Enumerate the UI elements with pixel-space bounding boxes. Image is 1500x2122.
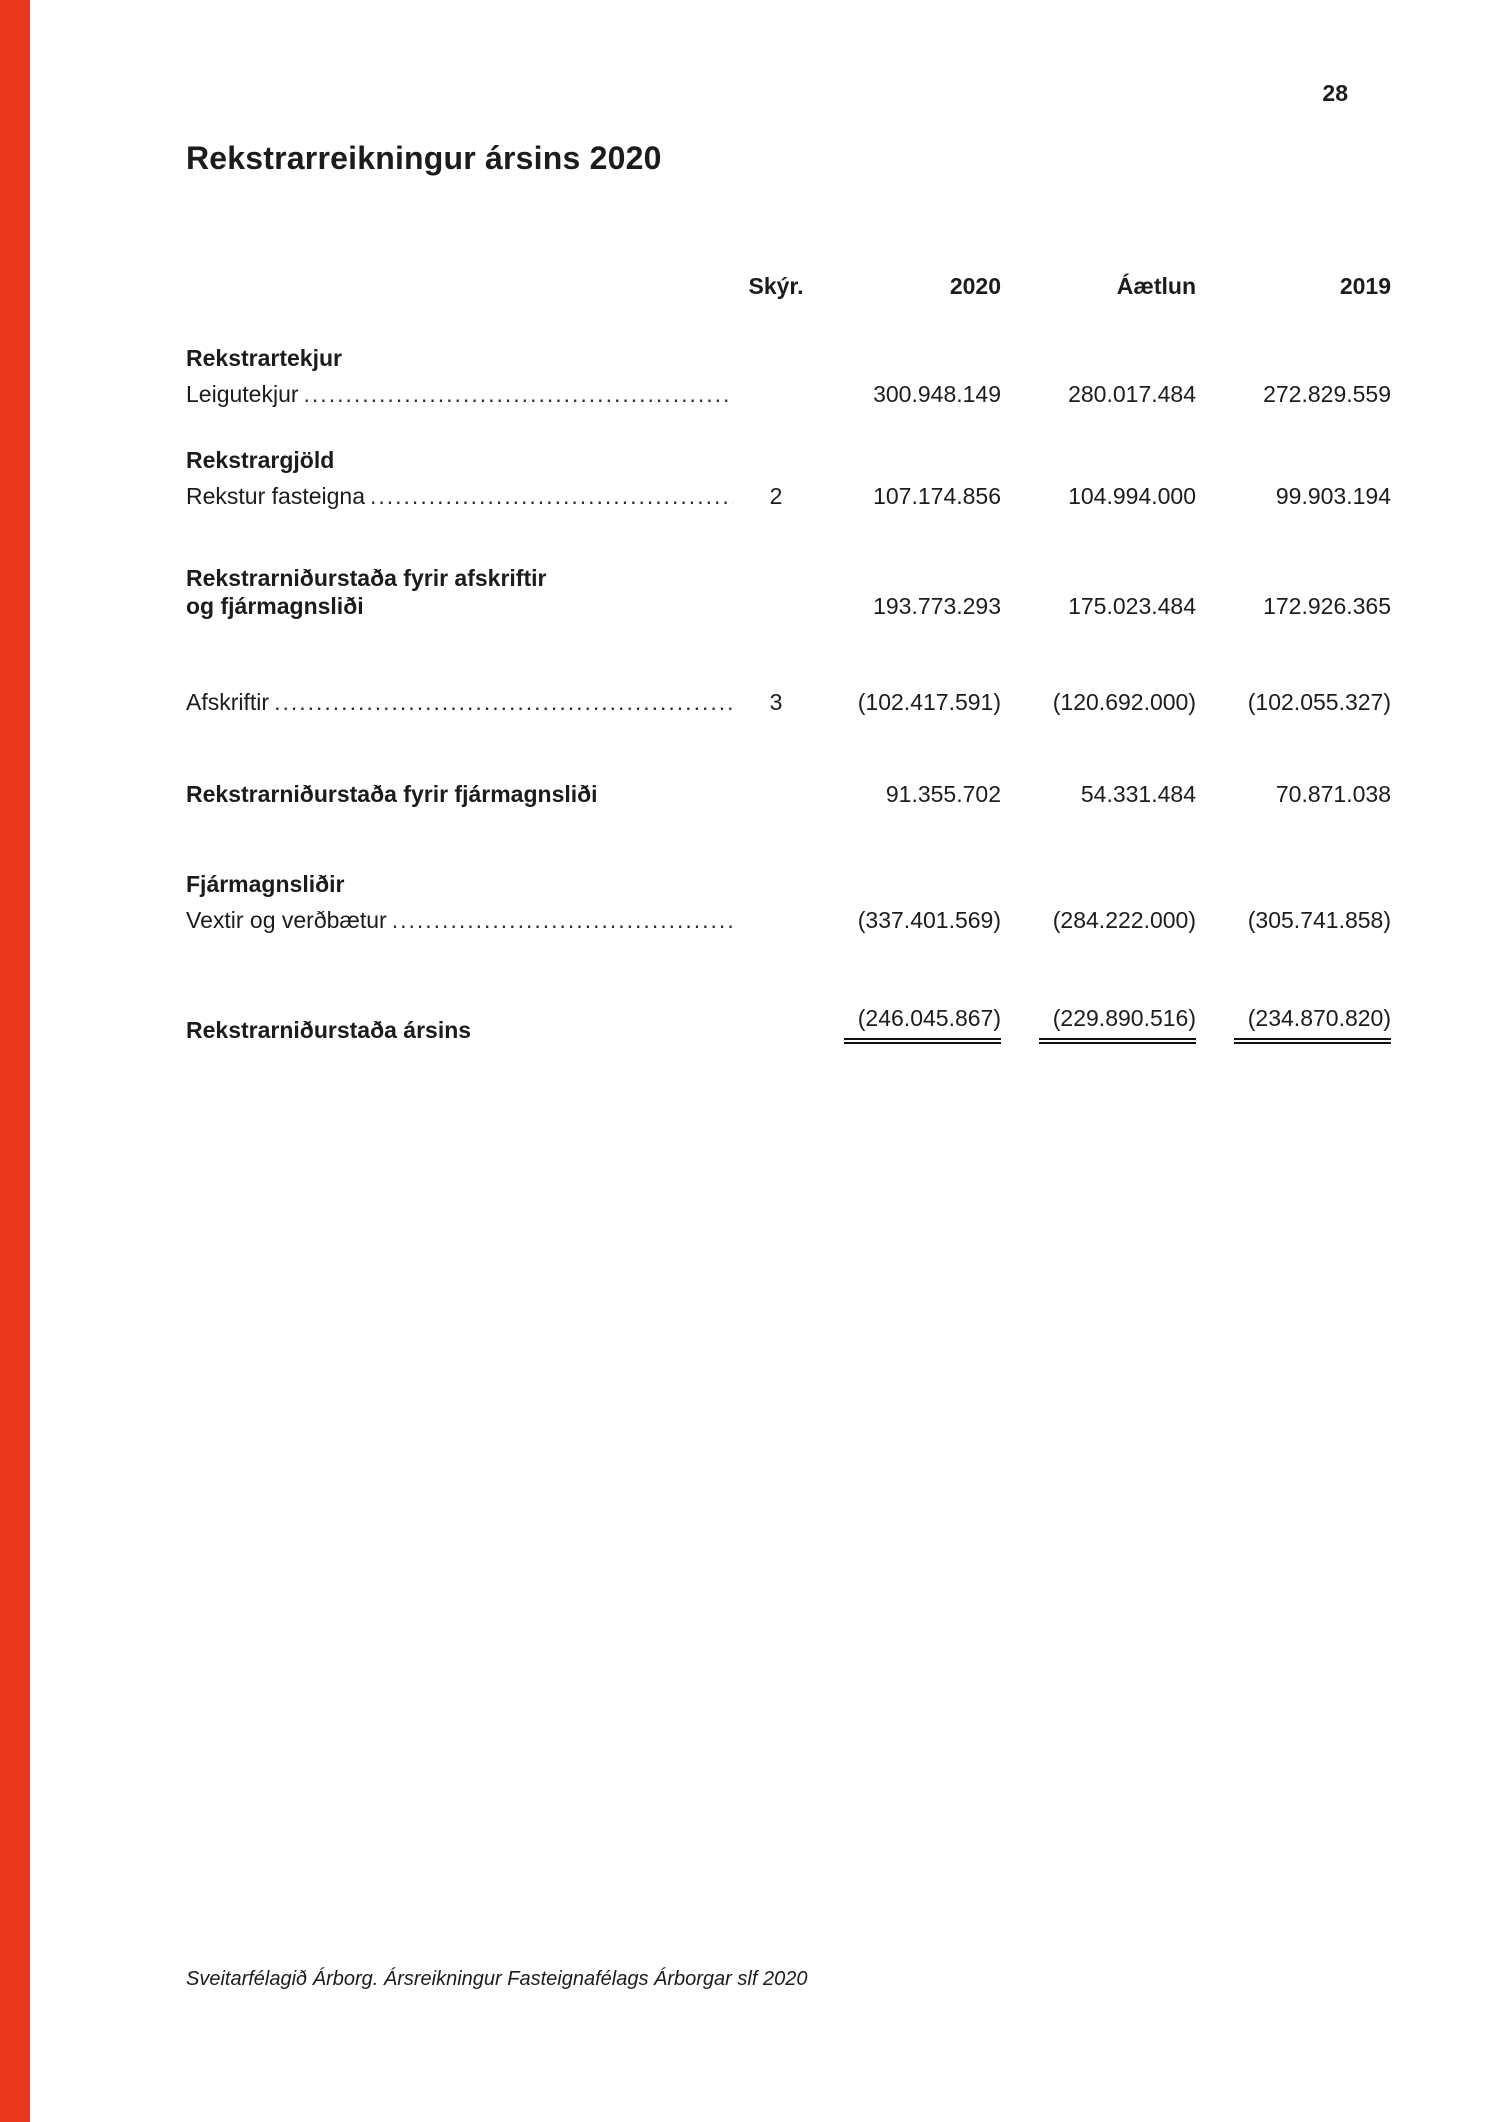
col-header-aetlun: Áætlun (1116, 273, 1196, 299)
amount-2019: (305.741.858) (1247, 907, 1391, 933)
table-row-vextir (186, 906, 1391, 934)
amount-2020: 193.773.293 (873, 593, 1001, 619)
total-label: Rekstrarniðurstaða fyrir fjármagnsliði (186, 781, 598, 807)
amount-aetlun: (284.222.000) (1052, 907, 1196, 933)
dot-leader (274, 688, 733, 716)
row-label: Afskriftir (186, 689, 270, 715)
footer-text: Sveitarfélagið Árborg. Ársreikningur Fasteignafélags Árborgar slf 2020 (186, 1968, 808, 1990)
dot-leader (304, 380, 733, 408)
amount-2020: 91.355.702 (885, 781, 1001, 807)
row-label: Vextir og verðbætur (186, 907, 387, 933)
amount-2019: 70.871.038 (1275, 781, 1391, 807)
dot-leader (392, 906, 733, 934)
section-label: Rekstrartekjur (186, 345, 342, 371)
amount-2019: (234.870.820) (1234, 1004, 1391, 1044)
row-label: Rekstur fasteigna (186, 483, 365, 509)
table-row-nidurstada-fyrir-fjarmagnslidi (186, 780, 1391, 808)
amount-2020: (246.045.867) (844, 1004, 1001, 1044)
document-title: Rekstrarreikningur ársins 2020 (186, 140, 662, 176)
dot-leader (370, 482, 733, 510)
amount-aetlun: 104.994.000 (1068, 483, 1196, 509)
note-ref: 2 (769, 483, 783, 509)
table-row-nidurstada-fyrir-afskriftir (186, 564, 1391, 620)
section-label: Rekstrargjöld (186, 447, 335, 473)
table-row-afskriftir (186, 688, 1391, 716)
amount-aetlun: (229.890.516) (1039, 1004, 1196, 1044)
amount-2019: 272.829.559 (1263, 381, 1391, 407)
amount-aetlun: 175.023.484 (1068, 593, 1196, 619)
amount-2020: 300.948.149 (873, 381, 1001, 407)
col-header-2020: 2020 (949, 273, 1001, 299)
table-row-leigutekjur (186, 380, 1391, 408)
amount-2019: 99.903.194 (1275, 483, 1391, 509)
amount-aetlun: (120.692.000) (1052, 689, 1196, 715)
section-label: Fjármagnsliðir (186, 871, 345, 897)
income-statement-table (186, 272, 1391, 1044)
total-label-line2: og fjármagnsliði (186, 593, 364, 619)
section-header-rekstrargjold (186, 446, 1391, 474)
amount-2019: (102.055.327) (1247, 689, 1391, 715)
amount-2020: 107.174.856 (873, 483, 1001, 509)
amount-aetlun: 280.017.484 (1068, 381, 1196, 407)
col-header-2019: 2019 (1339, 273, 1391, 299)
amount-2020: (102.417.591) (857, 689, 1001, 715)
section-header-rekstrartekjur (186, 344, 1391, 372)
section-header-fjarmagnslidir (186, 870, 1391, 898)
table-header-row (186, 272, 1391, 300)
note-ref: 3 (769, 689, 783, 715)
amount-2019: 172.926.365 (1263, 593, 1391, 619)
scan-edge-strip (0, 0, 30, 2122)
total-label-line1: Rekstrarniðurstaða fyrir afskriftir (186, 565, 547, 591)
page-number: 28 (1322, 80, 1348, 106)
row-label: Leigutekjur (186, 381, 299, 407)
table-row-rekstur-fasteigna (186, 482, 1391, 510)
table-row-nidurstada-arsins (186, 1004, 1391, 1044)
amount-2020: (337.401.569) (857, 907, 1001, 933)
col-header-skyr: Skýr. (748, 273, 804, 299)
amount-aetlun: 54.331.484 (1080, 781, 1196, 807)
grand-total-label: Rekstrarniðurstaða ársins (186, 1017, 472, 1043)
